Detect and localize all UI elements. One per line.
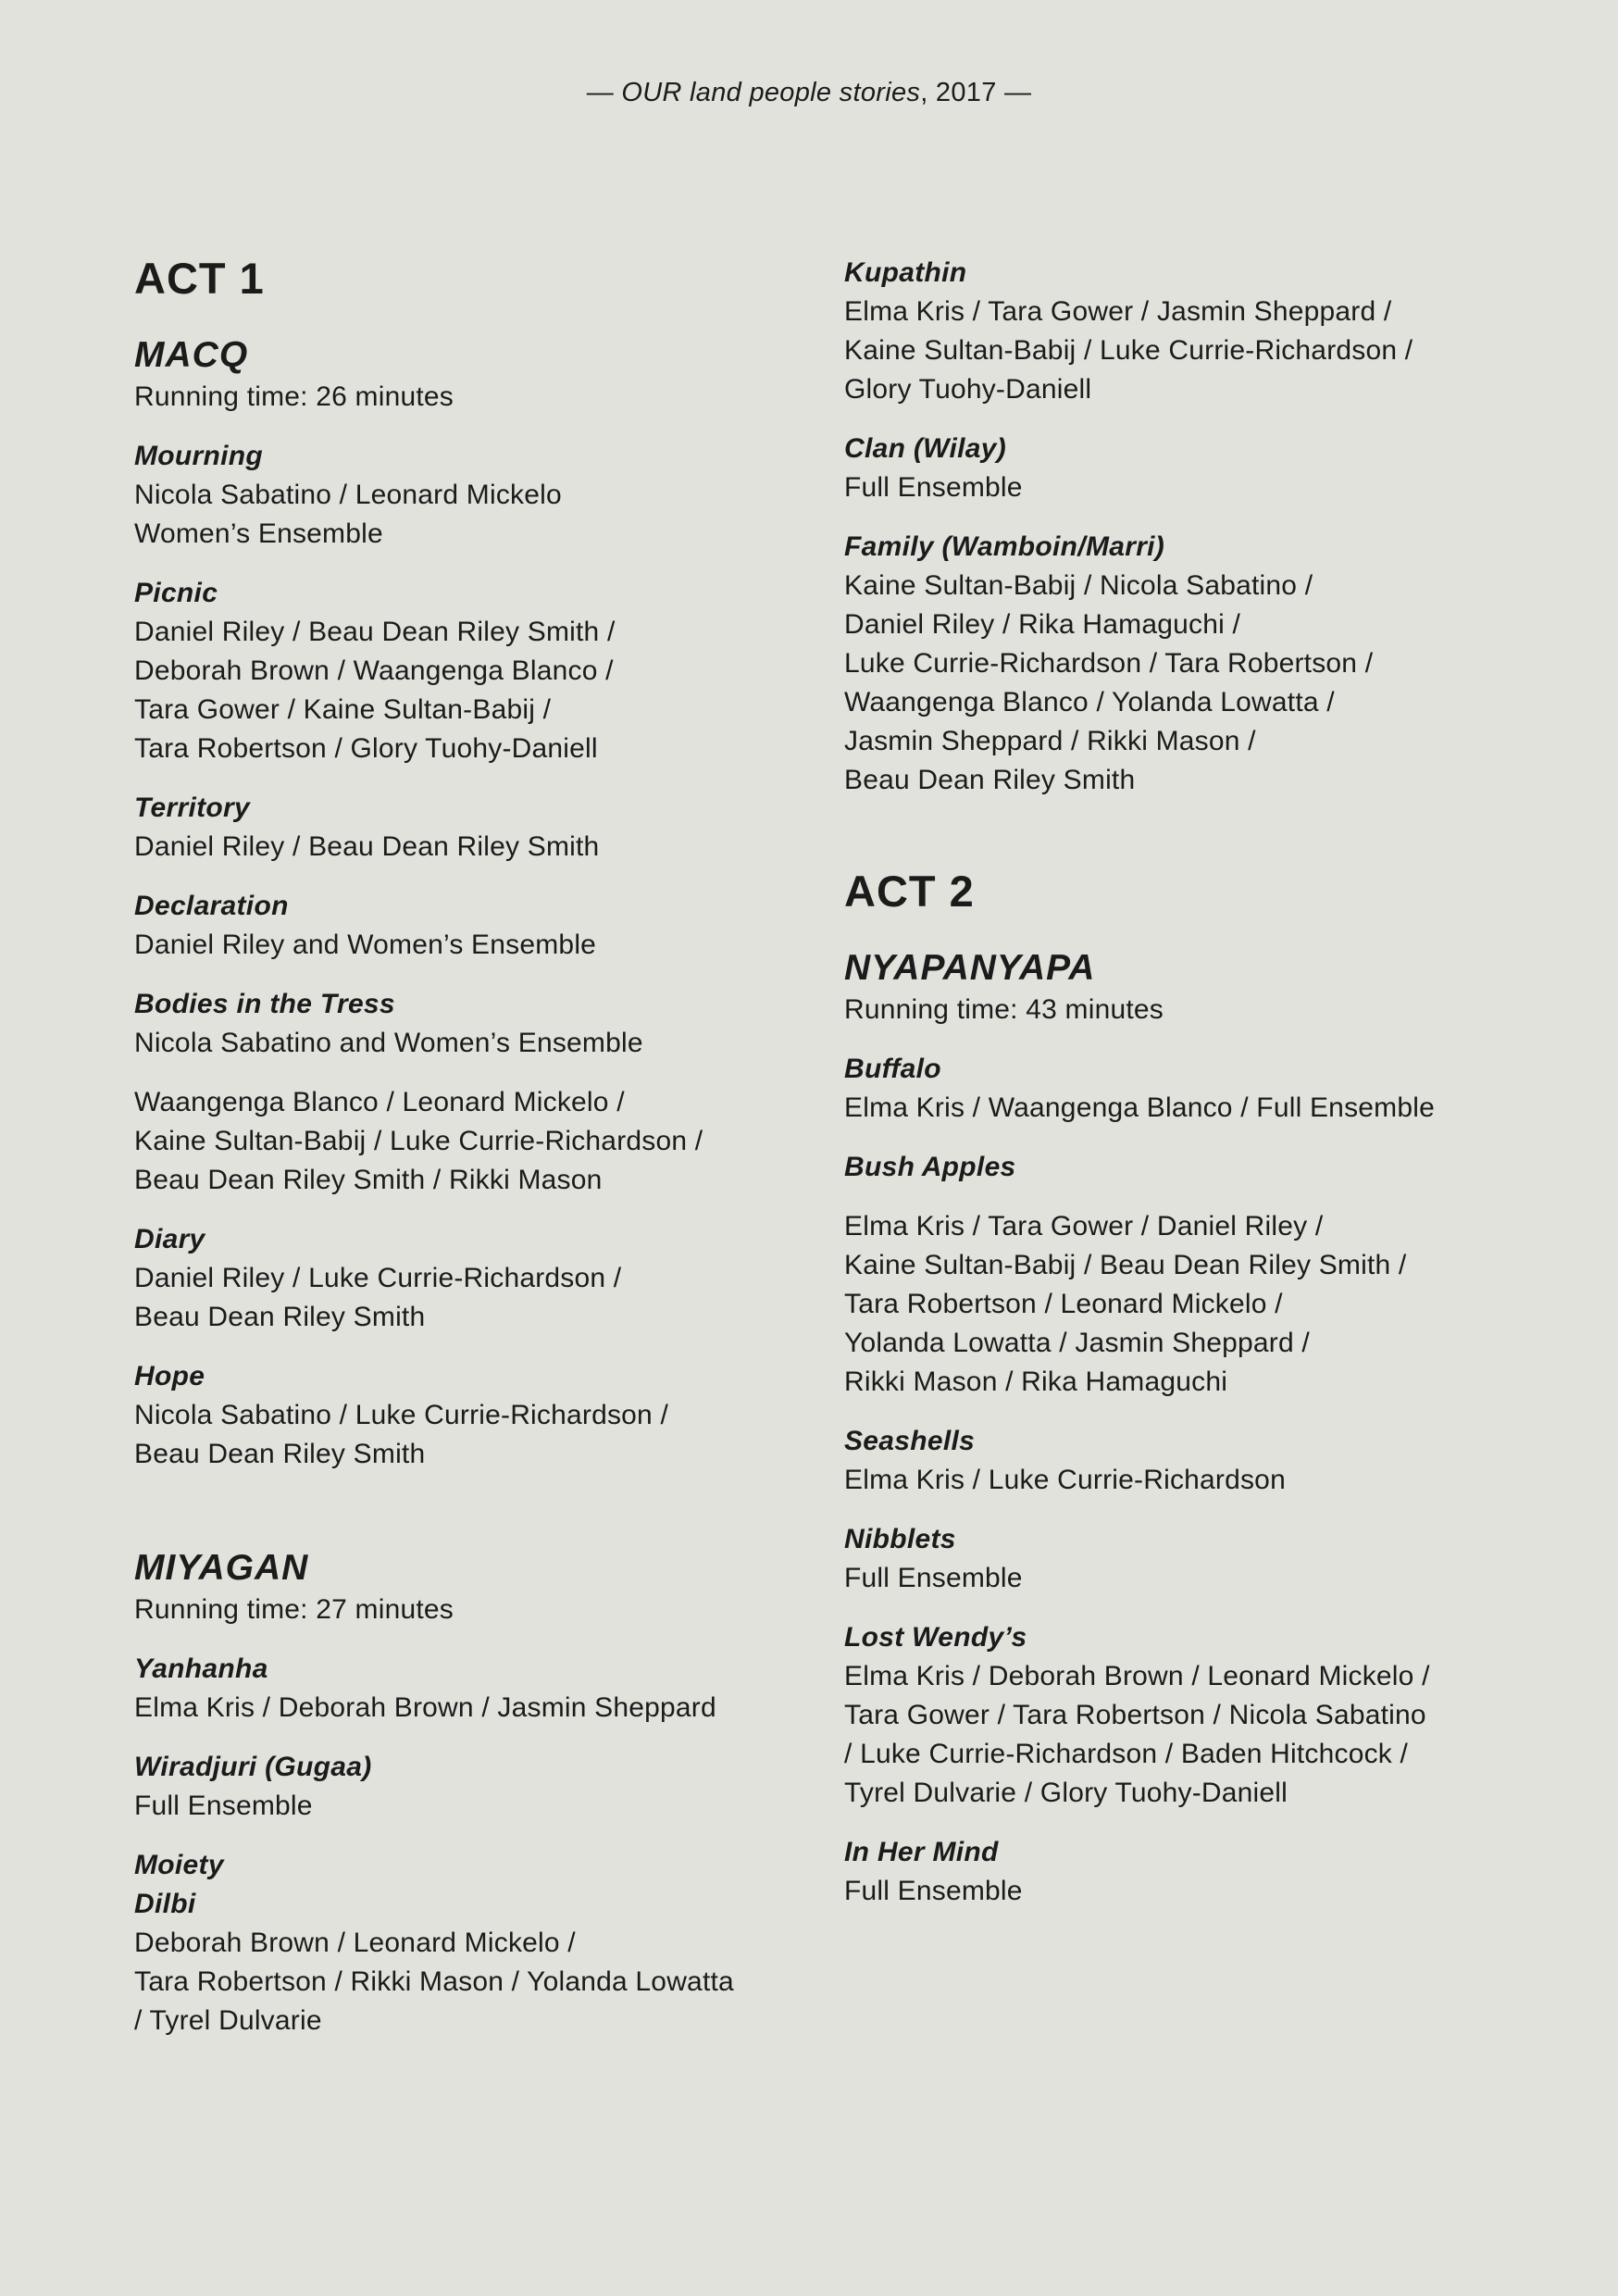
scene-title: Yanhanha [134,1653,268,1684]
scene-seashells [844,1422,1548,1500]
scene-credit: Tara Gower / Kaine Sultan-Babij / [134,694,552,725]
scene-title: Clan (Wilay) [844,433,1007,464]
scene-declaration [134,887,838,965]
header-year: , 2017 [920,78,997,107]
scene-family [844,528,1548,800]
scene-picnic [134,574,838,768]
scene-credit: Daniel Riley / Rika Hamaguchi / [844,609,1241,640]
scene-credit: Full Ensemble [134,1791,313,1821]
scene-credit: / Luke Currie-Richardson / Baden Hitchcock / [844,1739,1409,1769]
scene-title: Kupathin [844,257,967,288]
nyapanyapa-title: NYAPANYAPA [844,948,1096,988]
scene-title: Moiety [134,1850,224,1880]
scene-credit: Beau Dean Riley Smith [134,1302,426,1332]
left-column [134,250,838,2061]
act-1-heading: ACT 1 [134,254,265,303]
scene-credit: Elma Kris / Deborah Brown / Jasmin Sheppard [134,1692,716,1723]
scene-credit: Full Ensemble [844,1876,1023,1906]
scene-title: Mourning [134,441,264,471]
scene-credit: Full Ensemble [844,472,1023,503]
macq-title: MACQ [134,335,249,375]
scene-credit: Yolanda Lowatta / Jasmin Sheppard / [844,1328,1310,1358]
scene-bush-apples [844,1148,1548,1402]
scene-in-her-mind [844,1833,1548,1911]
scene-credit: Rikki Mason / Rika Hamaguchi [844,1366,1228,1397]
scene-credit: Nicola Sabatino and Women’s Ensemble [134,1028,643,1058]
scene-credit: Deborah Brown / Leonard Mickelo / [134,1928,576,1958]
scene-credit: Luke Currie-Richardson / Tara Robertson / [844,648,1374,679]
scene-credit: Kaine Sultan-Babij / Nicola Sabatino / [844,570,1313,601]
scene-mourning [134,437,838,554]
scene-credit: Nicola Sabatino / Luke Currie-Richardson / [134,1400,669,1430]
scene-credit: / Tyrel Dulvarie [134,2005,322,2036]
scene-credit: Kaine Sultan-Babij / Luke Currie-Richardson / [844,335,1413,366]
scene-title: Lost Wendy’s [844,1622,1027,1653]
scene-credit: Waangenga Blanco / Leonard Mickelo / [134,1087,625,1117]
header-dash-right: — [1004,78,1032,107]
scene-title: Diary [134,1224,205,1254]
scene-credit: Kaine Sultan-Babij / Beau Dean Riley Smith / [844,1250,1407,1280]
header-title: OUR land people stories [621,78,921,107]
scene-title: Buffalo [844,1054,941,1084]
scene-credit: Nicola Sabatino / Leonard Mickelo [134,480,562,510]
scene-title: Seashells [844,1426,976,1456]
scene-credit: Daniel Riley / Luke Currie-Richardson / [134,1263,622,1293]
scene-credit: Tara Robertson / Glory Tuohy-Daniell [134,733,598,764]
scene-credit: Elma Kris / Tara Gower / Jasmin Sheppard / [844,296,1392,327]
scene-credit: Tara Robertson / Rikki Mason / Yolanda Lowatta [134,1966,734,1997]
scene-credit: Waangenga Blanco / Yolanda Lowatta / [844,687,1335,718]
nyapanyapa-running-time: Running time: 43 minutes [844,994,1164,1025]
scene-buffalo [844,1050,1548,1128]
scene-territory [134,789,838,867]
scene-title: In Her Mind [844,1837,999,1867]
scene-credit: Tara Gower / Tara Robertson / Nicola Sabatino [844,1700,1426,1730]
scene-credit: Tyrel Dulvarie / Glory Tuohy-Daniell [844,1778,1288,1808]
scene-credit: Jasmin Sheppard / Rikki Mason / [844,726,1256,756]
scene-clan [844,430,1548,507]
scene-credit: Beau Dean Riley Smith [134,1439,426,1469]
right-column [844,254,1548,1931]
scene-hope [134,1357,838,1474]
scene-title: Picnic [134,578,218,608]
scene-credit: Kaine Sultan-Babij / Luke Currie-Richardson / [134,1126,703,1156]
scene-credit: Tara Robertson / Leonard Mickelo / [844,1289,1283,1319]
scene-credit: Elma Kris / Tara Gower / Daniel Riley / [844,1211,1324,1242]
miyagan-title: MIYAGAN [134,1548,309,1588]
scene-credit: Full Ensemble [844,1563,1023,1593]
scene-moiety [134,1846,838,2040]
scene-title: Territory [134,792,250,823]
scene-nibblets [844,1520,1548,1598]
act-2-heading: ACT 2 [844,867,975,916]
scene-credit: Daniel Riley / Beau Dean Riley Smith [134,831,600,862]
scene-title: Hope [134,1361,205,1391]
scene-kupathin [844,254,1548,409]
scene-title: Family (Wamboin/Marri) [844,531,1165,562]
page-header [0,78,1618,108]
scene-title: Declaration [134,891,289,921]
scene-untitled [134,1083,838,1200]
miyagan-running-time: Running time: 27 minutes [134,1594,454,1625]
scene-credit: Beau Dean Riley Smith [844,765,1136,795]
scene-credit: Daniel Riley and Women’s Ensemble [134,930,597,960]
scene-credit: Glory Tuohy-Daniell [844,374,1092,405]
scene-lost-wendys [844,1618,1548,1813]
scene-yanhanha [134,1650,838,1728]
scene-wiradjuri [134,1748,838,1826]
scene-subtitle: Dilbi [134,1889,196,1919]
scene-title: Nibblets [844,1524,956,1554]
scene-credit: Elma Kris / Waangenga Blanco / Full Ensemble [844,1092,1435,1123]
scene-title: Bush Apples [844,1152,1016,1182]
header-dash-left: — [586,78,614,107]
scene-diary [134,1220,838,1337]
scene-credit: Elma Kris / Luke Currie-Richardson [844,1465,1286,1495]
scene-credit: Deborah Brown / Waangenga Blanco / [134,655,614,686]
scene-credit: Beau Dean Riley Smith / Rikki Mason [134,1165,603,1195]
scene-title: Wiradjuri (Gugaa) [134,1752,372,1782]
scene-credit: Elma Kris / Deborah Brown / Leonard Mickelo / [844,1661,1430,1691]
scene-title: Bodies in the Tress [134,989,395,1019]
macq-running-time: Running time: 26 minutes [134,381,454,412]
scene-credit: Daniel Riley / Beau Dean Riley Smith / [134,617,616,647]
scene-credit: Women’s Ensemble [134,518,383,549]
scene-bodies-in-the-tress [134,985,838,1063]
